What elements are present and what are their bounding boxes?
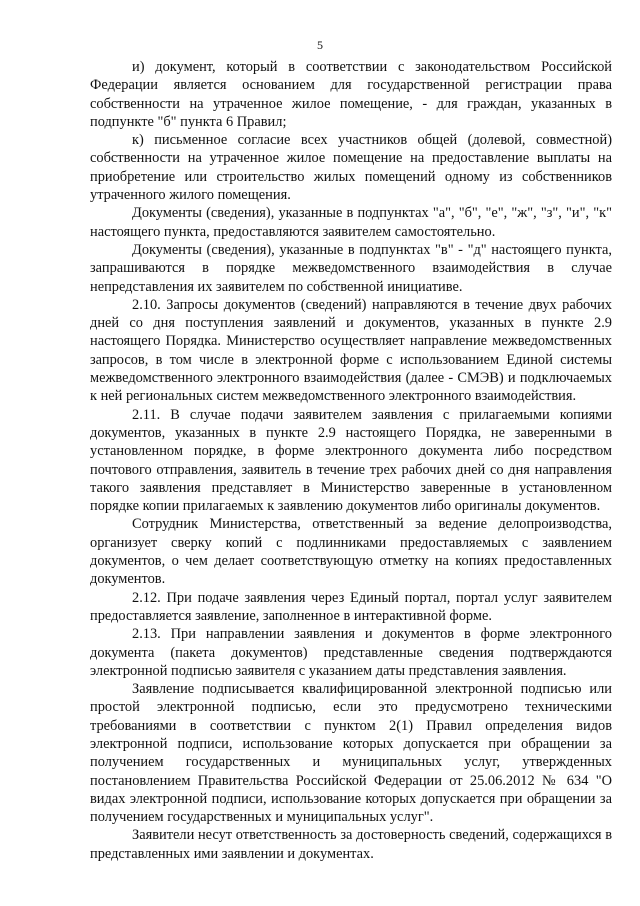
paragraph-copies-verification: Сотрудник Министерства, ответственный за ведение делопроизводства, организует сверку копий с подлинниками предоставляемых с заявлением документов, о чем делает соответствующую отметку на копиях предоставленных документов. xyxy=(90,516,612,588)
paragraph-item-k: к) письменное согласие всех участников общей (долевой, совместной) собственности на утраченное жилое помещение на предоставление выплаты на приобретение или строительство жилых помещений одному из собственников утраченного жилого помещения. xyxy=(90,132,612,204)
page-number: 5 xyxy=(317,38,323,52)
paragraph-electronic-signature: Заявление подписывается квалифицированной электронной подписью или простой электронной подписью, если это предусмотрено техническими требованиями в соответствии с пунктом 2(1) Правил определения видов электронной подписи, использование которых допускается при обращении за получением государственных и муниципальных услуг, утвержденных постановлением Правительства Российской Федерации от 25.06.2012 № 634 "О видах электронной подписи, использование которых допускается при обращении за получением государственных и муниципальных услуг". xyxy=(90,681,612,826)
paragraph-2-13: 2.13. При направлении заявления и документов в форме электронного документа (пакета документов) представленные сведения подтверждаются электронной подписью заявителя с указанием даты представления заявления. xyxy=(90,626,612,679)
paragraph-documents-interagency: Документы (сведения), указанные в подпунктах "в" - "д" настоящего пункта, запрашиваются в порядке межведомственного взаимодействия в случае непредставления их заявителем по собственной инициативе. xyxy=(90,241,612,295)
document-body xyxy=(90,58,612,863)
paragraph-2-11: 2.11. В случае подачи заявителем заявления с прилагаемыми копиями документов, указанных в пункте 2.9 настоящего Порядка, не заверенными в установленном порядке, в форме электронного документа либо посредством почтового отправления, заявитель в течение трех рабочих дней со дня направления такого заявления представляет в Министерство заверенные в установленном порядке копии прилагаемых к заявлению документов либо оригиналы документов. xyxy=(90,406,612,515)
paragraph-item-i: и) документ, который в соответствии с законодательством Российской Федерации является основанием для государственной регистрации права собственности на утраченное жилое помещение, - для граждан, указанных в подпункте "б" пункта 6 Правил; xyxy=(90,59,612,130)
paragraph-2-10: 2.10. Запросы документов (сведений) направляются в течение двух рабочих дней со дня поступления заявлений и документов, указанных в пункте 2.9 настоящего Порядка. Министерство осуществляет направление межведомственных запросов, в том числе в электронной форме с использованием Единой системы межведомственного электронного взаимодействия (далее - СМЭВ) и подключаемых к ней региональных систем межведомственного электронного взаимодействия. xyxy=(90,296,612,405)
paragraph-2-12: 2.12. При подаче заявления через Единый портал, портал услуг заявителем предоставляется заявление, заполненное в интерактивной форме. xyxy=(90,589,612,624)
paragraph-documents-self-provided: Документы (сведения), указанные в подпунктах "а", "б", "е", "ж", "з", "и", "к" настоящего пункта, предоставляются заявителем самостоятельно. xyxy=(90,205,612,240)
paragraph-applicant-responsibility: Заявители несут ответственность за достоверность сведений, содержащихся в представленных ими заявлении и документах. xyxy=(90,827,612,862)
